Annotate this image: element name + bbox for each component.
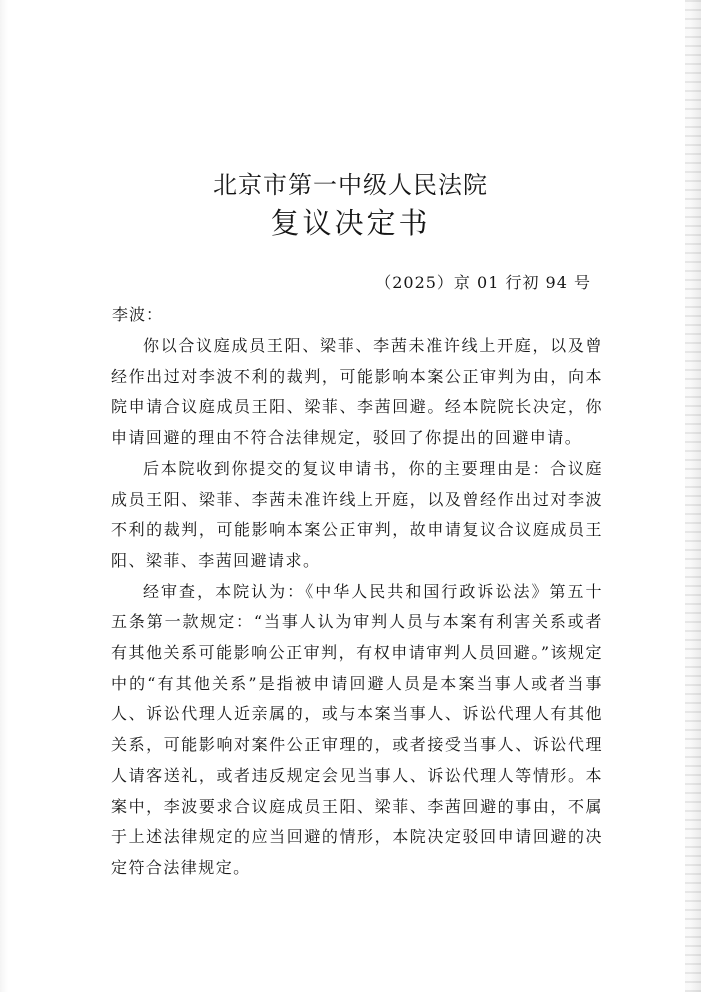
court-name: 北京市第一中级人民法院 [213, 171, 488, 199]
document-body [111, 331, 603, 884]
document-title: 复议决定书 [270, 206, 431, 240]
case-number: （2025）京 01 行初 94 号 [375, 273, 591, 292]
paragraph-reconsideration-request: 后本院收到你提交的复议申请书，你的主要理由是：合议庭成员王阳、梁菲、李茜未准许线上开庭，以及曾经作出过对李波不利的裁判，可能影响本案公正审判，故申请复议合议庭成员王阳、梁菲、李茜回避请求。 [111, 458, 603, 570]
scan-edge-shadow [685, 0, 701, 992]
addressee: 李波： [112, 305, 164, 324]
paragraph-court-finding: 经审查，本院认为：《中华人民共和国行政诉讼法》第五十五条第一款规定：“当事人认为审判人员与本案有利害关系或者有其他关系可能影响公正审判，有权申请审判人员回避。”该规定中的“有其他关系”是指被申请回避人员是本案当事人或者当事人、诉讼代理人近亲属的，或与本案当事人、诉讼代理人有其他关系，可能影响对案件公正审理的，或者接受当事人、诉讼代理人请客送礼，或者违反规定会见当事人、诉讼代理人等情形。本案中，李波要求合议庭成员王阳、梁菲、李茜回避的事由，不属于上述法律规定的应当回避的情形，本院决定驳回申请回避的决定符合法律规定。 [111, 581, 603, 877]
paragraph-application: 你以合议庭成员王阳、梁菲、李茜未准许线上开庭，以及曾经作出过对李波不利的裁判，可能影响本案公正审判为由，向本院申请合议庭成员王阳、梁菲、李茜回避。经本院院长决定，你申请回避的理由不符合法律规定，驳回了你提出的回避申请。 [111, 336, 603, 448]
